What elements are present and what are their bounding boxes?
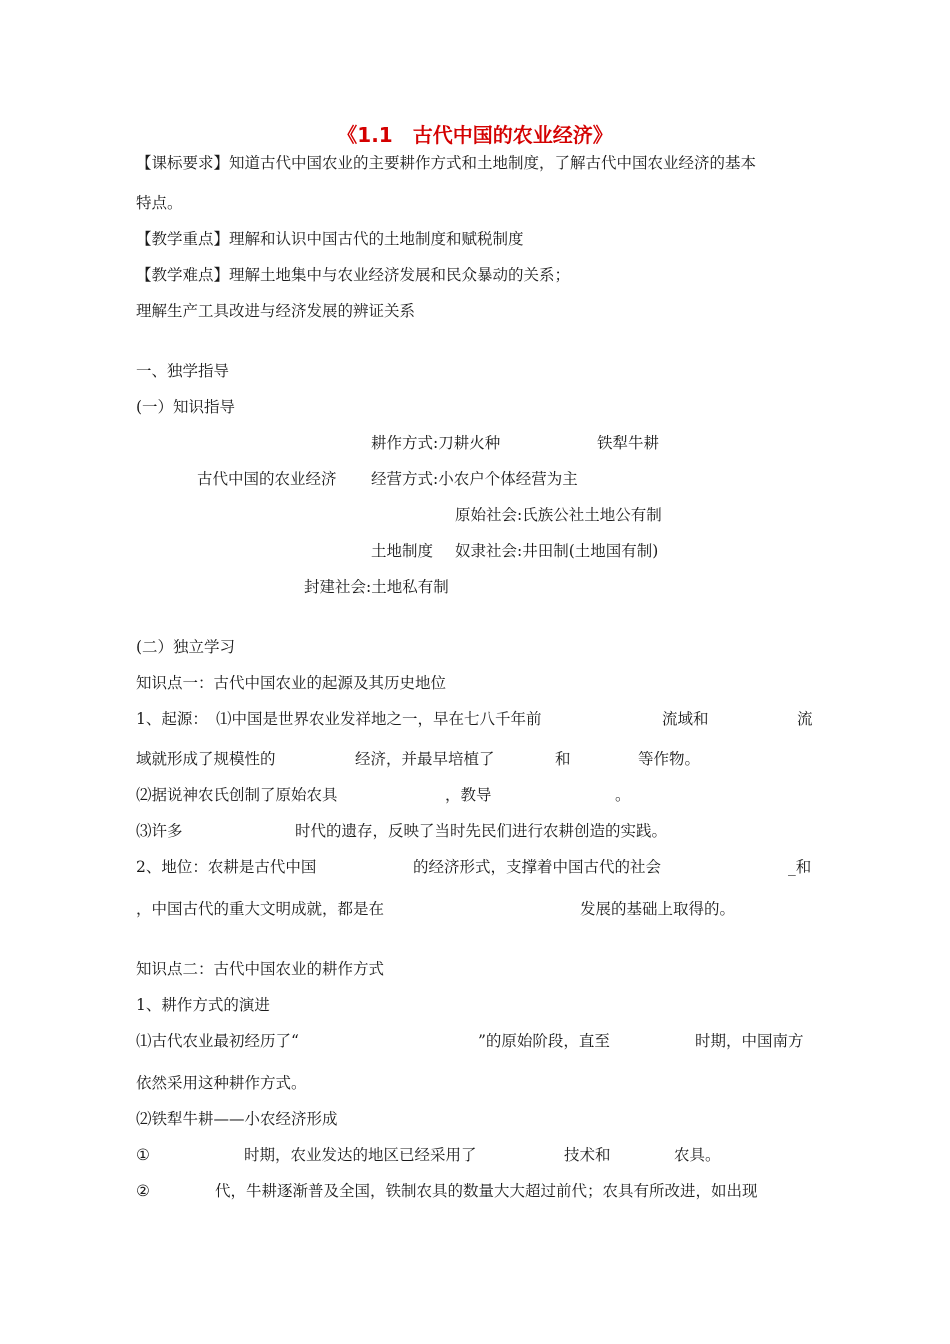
- subsection-heading: (一）知识指导: [136, 398, 236, 416]
- diagram-management: 经营方式:小农户个体经营为主: [371, 470, 578, 488]
- text-fragment: 2、地位：农耕是古代中国: [136, 858, 317, 876]
- text-fragment: 1、耕作方式的演进: [136, 996, 270, 1014]
- knowledge-point-heading: 知识点一：古代中国农业的起源及其历史地位: [136, 674, 447, 692]
- teaching-difficulty: 【教学难点】理解土地集中与农业经济发展和民众暴动的关系；: [136, 266, 571, 284]
- text-fragment: 和: [555, 750, 571, 768]
- curriculum-standard: 【课标要求】知道古代中国农业的主要耕作方式和土地制度，了解古代中国农业经济的基本: [136, 154, 757, 172]
- section-heading: 一、独学指导: [136, 362, 230, 380]
- text-fragment: 技术和: [564, 1146, 611, 1164]
- text-fragment: ⑴古代农业最初经历了“: [136, 1032, 299, 1050]
- diagram-feudal-society: 封建社会:土地私有制: [304, 578, 449, 596]
- text-fragment: 时期，农业发达的地区已经采用了: [244, 1146, 477, 1164]
- text-fragment: ⑴中国是世界农业发祥地之一，早在七八千年前: [216, 710, 542, 728]
- text-fragment: 域就形成了规模性的: [136, 750, 276, 768]
- text-fragment: 时代的遗存，反映了当时先民们进行农耕创造的实践。: [295, 822, 668, 840]
- text-fragment: 农具。: [674, 1146, 721, 1164]
- teaching-difficulty-cont: 理解生产工具改进与经济发展的辨证关系: [136, 302, 416, 320]
- diagram-slave-society: 奴隶社会:井田制(土地国有制): [455, 542, 659, 560]
- text-fragment: 流: [797, 710, 813, 728]
- knowledge-point-heading: 知识点二：古代中国农业的耕作方式: [136, 960, 385, 978]
- text-fragment: ⑵铁犁牛耕——小农经济形成: [136, 1110, 338, 1128]
- text-fragment: ，教导: [445, 786, 492, 804]
- diagram-primitive-society: 原始社会:氏族公社土地公有制: [455, 506, 662, 524]
- text-fragment: ⑵据说神农氏创制了原始农具: [136, 786, 338, 804]
- text-fragment: 1、起源：: [136, 710, 208, 728]
- text-fragment: ”的原始阶段，直至: [478, 1032, 610, 1050]
- diagram-center: 古代中国的农业经济: [197, 470, 337, 488]
- text-fragment: 流域和: [662, 710, 709, 728]
- text-fragment: ①: [136, 1146, 150, 1164]
- diagram-land-system: 土地制度: [371, 542, 434, 560]
- text-fragment: 发展的基础上取得的。: [580, 900, 736, 918]
- text-fragment: 经济，并最早培植了: [355, 750, 495, 768]
- curriculum-standard-cont: 特点。: [136, 194, 183, 212]
- text-fragment: 时期，中国南方: [695, 1032, 804, 1050]
- page-title: 《1.1 古代中国的农业经济》: [337, 123, 613, 147]
- subsection-heading: (二）独立学习: [136, 638, 236, 656]
- text-fragment: ，中国古代的重大文明成就，都是在: [136, 900, 385, 918]
- text-fragment: 依然采用这种耕作方式。: [136, 1074, 307, 1092]
- text-fragment: 等作物。: [638, 750, 701, 768]
- text-fragment: _和: [788, 858, 812, 876]
- diagram-farming-method: 耕作方式:刀耕火种: [371, 434, 501, 452]
- diagram-farming-method-2: 铁犁牛耕: [597, 434, 660, 452]
- text-fragment: 的经济形式，支撑着中国古代的社会: [413, 858, 662, 876]
- text-fragment: 。: [615, 786, 631, 804]
- text-fragment: ⑶许多: [136, 822, 183, 840]
- text-fragment: 代，牛耕逐渐普及全国，铁制农具的数量大大超过前代；农具有所改进，如出现: [215, 1182, 758, 1200]
- teaching-key-point: 【教学重点】理解和认识中国古代的土地制度和赋税制度: [136, 230, 524, 248]
- text-fragment: ②: [136, 1182, 150, 1200]
